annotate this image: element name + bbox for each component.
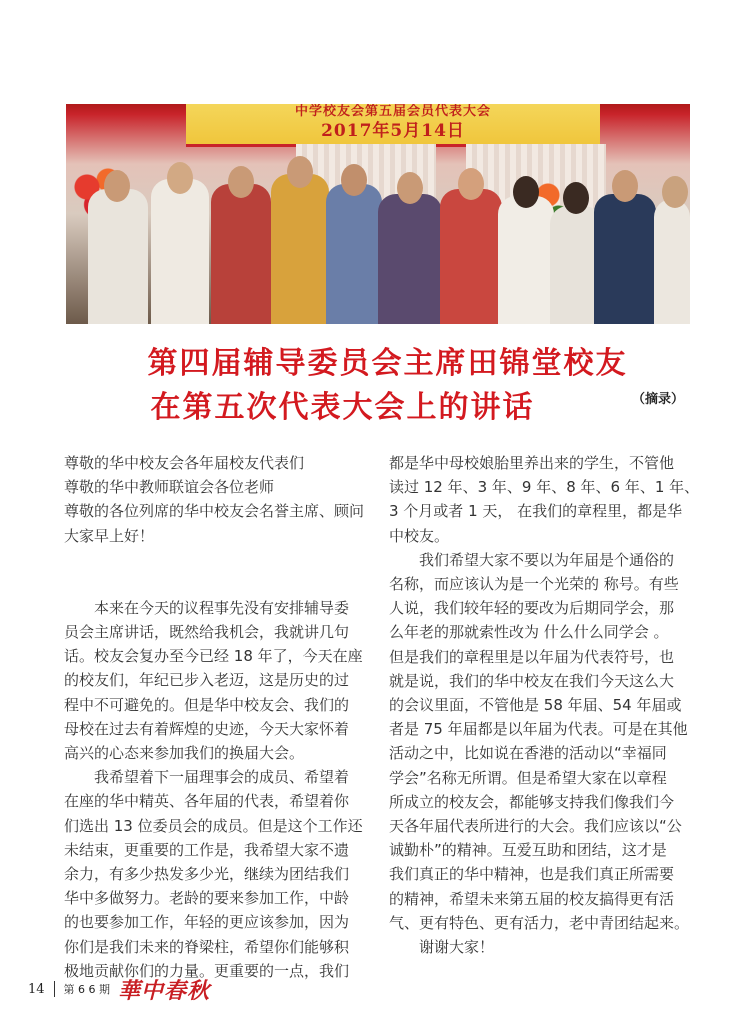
person [654,199,690,324]
body-line: 么年老的那就索性改为 什么什么同学会 。 [389,623,669,642]
greeting-line: 尊敬的华中教师联谊会各位老师 [64,478,275,497]
banner-line1: 中学校友会第五届会员代表大会 [294,104,491,119]
body-line: 你们是我们未来的脊梁柱，希望你们能够积 [64,937,350,956]
body-line: 话。校友会复办至今已经 18 年了，今天在座 [64,647,363,666]
body-line: 3 个月或者 1 天， 在我们的章程里，都是华 [389,502,683,521]
body-line: 中校友。 [389,526,450,545]
body-line: 都是华中母校娘胎里养出来的学生，不管他 [389,454,675,472]
body-line: 的精神，希望未来第五届的校友搞得更有活 [389,889,675,908]
person [498,196,554,324]
body-line: 者是 75 年届都是以年届为代表。可是在其他 [389,720,688,739]
group-photo [66,104,690,324]
person-head [397,172,423,204]
body-line: 员会主席讲话，既然给我机会，我就讲几句 [64,623,350,642]
person-head [563,182,589,214]
body-line: 极地贡献你们的力量。更重要的一点，我们 [64,961,350,980]
body-line: 们选出 13 位委员会的成员。但是这个工作还 [64,816,363,835]
page-footer [28,974,210,1004]
person [88,189,148,324]
person [211,184,271,324]
person-head [104,170,130,202]
body-line: 我们希望大家不要以为年届是个通俗的 [419,550,675,569]
greeting-line: 尊敬的各位列席的华中校友会名誉主席、顾问 [64,502,365,521]
body-line: 名称，而应该认为是一个光荣的 称号。有些 [389,575,679,594]
person-head [167,162,193,194]
greeting-line: 大家早上好！ [64,526,155,545]
body-line: 气、更有特色、更有活力，老中青团结起来。 [389,913,690,932]
closing-line: 谢谢大家！ [419,938,495,957]
person [378,194,442,324]
body-line: 我们真正的华中精神，也是我们真正所需要 [389,865,675,884]
magazine-logo: 華中春秋 [118,977,211,1004]
person [594,194,656,324]
person-head [458,168,484,200]
body-line: 华中多做努力。老龄的要来参加工作，中龄 [64,889,350,908]
article-right-column [389,451,700,959]
body-line: 所成立的校友会，都能够支持我们像我们今 [389,792,675,811]
footer-divider [54,981,55,997]
person [271,174,329,324]
event-banner [186,104,600,147]
person-head [287,156,313,188]
body-line: 母校在过去有着辉煌的史迹，今天大家怀着 [64,719,350,738]
person-head [612,170,638,202]
body-line: 诚勤朴”的精神。互爱互助和团结，这才是 [389,841,667,860]
body-line: 的校友们，年纪已步入老迈，这是历史的过 [64,671,350,690]
body-line: 程中不可避免的。但是华中校友会、我们的 [64,695,350,714]
person-head [513,176,539,208]
person-head [228,166,254,198]
body-line: 在座的华中精英、各年届的代表，希望着你 [64,792,350,811]
body-line: 的也要参加工作，年轻的更应该参加，因为 [64,913,350,932]
body-line: 人说，我们较年轻的要改为后期同学会，那 [389,599,675,618]
body-line: 我希望着下一届理事会的成员、希望着 [94,768,350,787]
body-line: 未结束，更重要的工作是，我希望大家不遗 [64,840,350,859]
body-line: 就是说，我们的华中校友在我们今天这么大 [389,671,675,690]
body-line: 余力，有多少热发多少光，继续为团结我们 [64,865,350,884]
body-line: 活动之中，比如说在香港的活动以“幸福同 [389,744,667,763]
body-line: 高兴的心态来参加我们的换届大会。 [64,744,305,763]
person-head [341,164,367,196]
person [151,179,209,324]
body-line: 的会议里面，不管他是 58 年届、54 年届或 [389,696,682,715]
person-head [662,176,688,208]
excerpt-tag: （摘录） [632,392,685,407]
banner-date: 2017年5月14日 [321,121,465,141]
body-line: 天各年届代表所进行的大会。我们应该以“公 [389,817,682,836]
issue-number: 第 6 6 期 [63,983,111,996]
person [326,184,382,324]
paragraph-gap [64,548,364,596]
person [440,189,502,324]
article-title-line1: 第四届辅导委员会主席田锦堂校友 [147,346,628,381]
body-line: 读过 12 年、3 年、9 年、8 年、6 年、1 年、 [389,478,700,497]
article-title-line2: 在第五次代表大会上的讲话 [150,390,535,425]
page-number: 14 [28,981,45,997]
article-left-column [64,451,364,983]
body-line: 本来在今天的议程事先没有安排辅导委 [94,598,350,617]
greeting-line: 尊敬的华中校友会各年届校友代表们 [64,454,305,472]
body-line: 学会”名称无所谓。但是希望大家在以章程 [389,768,667,787]
body-line: 但是我们的章程里是以年届为代表符号，也 [389,647,675,666]
